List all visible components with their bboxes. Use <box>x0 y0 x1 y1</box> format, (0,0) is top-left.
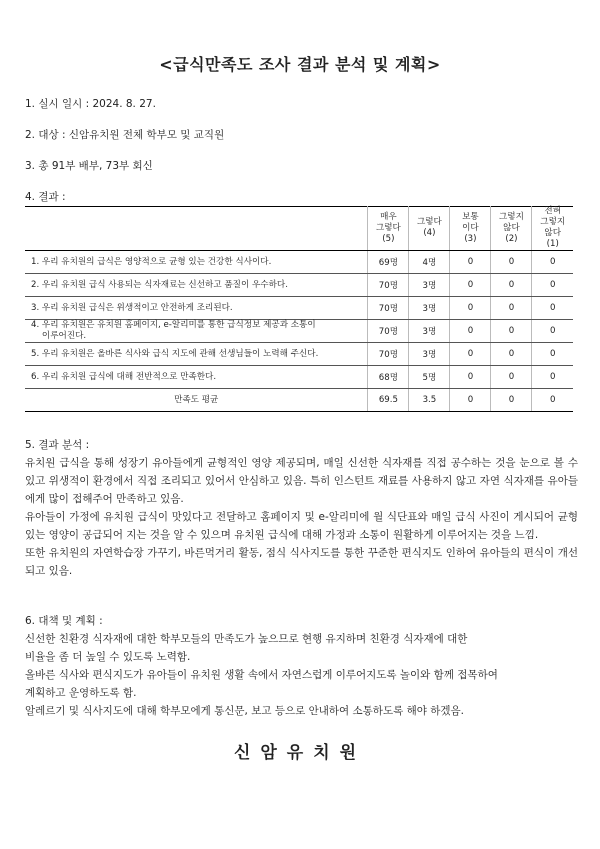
header-label: 매우 그렇다 <box>375 211 401 233</box>
value-cell: 0 <box>491 274 532 297</box>
value-cell: 0 <box>532 251 573 274</box>
results-table <box>25 206 573 412</box>
value-cell: 0 <box>450 320 491 343</box>
value-cell: 0 <box>491 297 532 320</box>
value-cell: 69명 <box>368 251 409 274</box>
value-cell: 0 <box>532 297 573 320</box>
average-value: 69.5 <box>368 389 409 412</box>
value-cell: 0 <box>450 297 491 320</box>
value-cell: 5명 <box>409 366 450 389</box>
value-cell: 3명 <box>409 320 450 343</box>
value-cell: 68명 <box>368 366 409 389</box>
value-cell: 3명 <box>409 297 450 320</box>
average-value: 0 <box>532 389 573 412</box>
plan-line: 알레르기 및 식사지도에 대해 학부모에게 통신문, 보고 등으로 안내하여 소통하도록 해야 하겠음. <box>25 705 464 717</box>
plan-section <box>25 612 578 720</box>
value-cell: 70명 <box>368 274 409 297</box>
table-row <box>25 274 573 297</box>
question-cell: 4. 우리 유치원은 유치원 홈페이지, e-알리미를 통한 급식정보 제공과 소통이 이루어진다. <box>25 320 368 343</box>
value-cell: 70명 <box>368 320 409 343</box>
analysis-paragraph: 유아들이 가정에 유치원 급식이 맛있다고 전달하고 홈페이지 및 e-알리미에 월 식단표와 매일 급식 사진이 게시되어 균형있는 영양이 공급되어 지는 것을 알 수 있으며 유치원 급식에 대해 가정과 소통이 원활하게 이루어지는 것을 느낌. <box>25 511 578 541</box>
plan-line: 계획하고 운영하도록 함. <box>25 687 137 699</box>
average-value: 0 <box>491 389 532 412</box>
header-label: 그렇다 <box>416 217 442 227</box>
header-label: 전혀 그렇지 않다 <box>540 206 566 238</box>
value-cell: 70명 <box>368 343 409 366</box>
plan-line: 신선한 친환경 식자재에 대한 학부모들의 만족도가 높으므로 현행 유지하며 친환경 식자재에 대한 <box>25 633 468 645</box>
header-cell <box>491 206 532 251</box>
value-cell: 0 <box>450 274 491 297</box>
value-cell: 4명 <box>409 251 450 274</box>
header-score: (2) <box>505 233 518 244</box>
question-cell: 3. 우리 유치원 급식은 위생적이고 안전하게 조리된다. <box>25 297 368 320</box>
table-header-row <box>25 206 573 251</box>
average-label: 만족도 평균 <box>25 389 368 412</box>
value-cell: 0 <box>491 251 532 274</box>
value-cell: 70명 <box>368 297 409 320</box>
average-value: 3.5 <box>409 389 450 412</box>
table-row <box>25 343 573 366</box>
value-cell: 0 <box>450 366 491 389</box>
header-cell <box>450 206 491 251</box>
value-cell: 0 <box>450 251 491 274</box>
analysis-heading: 5. 결과 분석 : <box>25 439 90 451</box>
analysis-section <box>25 436 578 580</box>
survey-count: 3. 총 91부 배부, 73부 회신 <box>25 160 153 172</box>
header-cell <box>368 206 409 251</box>
value-cell: 3명 <box>409 343 450 366</box>
question-cell: 2. 우리 유치원 급식 사용되는 식자재료는 신선하고 품질이 우수하다. <box>25 274 368 297</box>
header-cell <box>532 206 573 251</box>
question-cell: 1. 우리 유치원의 급식은 영양적으로 균형 있는 건강한 식사이다. <box>25 251 368 274</box>
header-blank <box>25 206 368 251</box>
survey-target: 2. 대상 : 신암유치원 전체 학부모 및 교직원 <box>25 129 225 141</box>
header-score: (3) <box>464 233 477 244</box>
value-cell: 0 <box>450 343 491 366</box>
result-heading: 4. 결과 : <box>25 191 66 203</box>
value-cell: 0 <box>532 274 573 297</box>
header-label: 그렇지 않다 <box>498 211 524 233</box>
average-row <box>25 389 573 412</box>
plan-heading: 6. 대책 및 계획 : <box>25 615 103 627</box>
value-cell: 0 <box>491 320 532 343</box>
header-cell <box>409 206 450 251</box>
table-row <box>25 366 573 389</box>
table-row <box>25 251 573 274</box>
table-row <box>25 297 573 320</box>
question-cell: 5. 우리 유치원은 올바른 식사와 급식 지도에 관해 선생님들이 노력해 주신다. <box>25 343 368 366</box>
question-cell: 6. 우리 유치원 급식에 대해 전반적으로 만족한다. <box>25 366 368 389</box>
analysis-paragraph: 또한 유치원의 자연학습장 가꾸기, 바른먹거리 활동, 점식 식사지도를 통한 꾸준한 편식지도 인하여 유아들의 편식이 개선되고 있음. <box>25 547 578 577</box>
plan-line: 비율을 좀 더 높일 수 있도록 노력함. <box>25 651 191 663</box>
header-score: (4) <box>423 228 436 238</box>
header-score: (5) <box>382 233 395 244</box>
header-label: 보통 이다 <box>462 211 479 233</box>
value-cell: 0 <box>532 366 573 389</box>
survey-date: 1. 실시 일시 : 2024. 8. 27. <box>25 98 156 110</box>
document-title: <급식만족도 조사 결과 분석 및 계획> <box>159 55 441 74</box>
average-value: 0 <box>450 389 491 412</box>
value-cell: 0 <box>491 366 532 389</box>
value-cell: 0 <box>532 343 573 366</box>
analysis-paragraph: 유치원 급식을 통해 성장기 유아들에게 균형적인 영양 제공되며, 매일 신선한 식자재를 직접 공수하는 것을 눈으로 볼 수 있고 위생적이 환경에서 직접 조리되고 있어서 안심하고 있음. 특히 인스턴트 재료를 사용하지 않고 자연 식자재를 유아들에게 많이 접해주어 만족하고 있음. <box>25 457 578 505</box>
value-cell: 0 <box>491 343 532 366</box>
value-cell: 0 <box>532 320 573 343</box>
value-cell: 3명 <box>409 274 450 297</box>
kindergarten-name: 신암유치원 <box>233 743 367 763</box>
header-score: (1) <box>546 239 559 249</box>
table-row <box>25 320 573 343</box>
plan-line: 올바른 식사와 편식지도가 유아들이 유치원 생활 속에서 자연스럽게 이루어지도록 놀이와 함께 접목하여 <box>25 669 498 681</box>
